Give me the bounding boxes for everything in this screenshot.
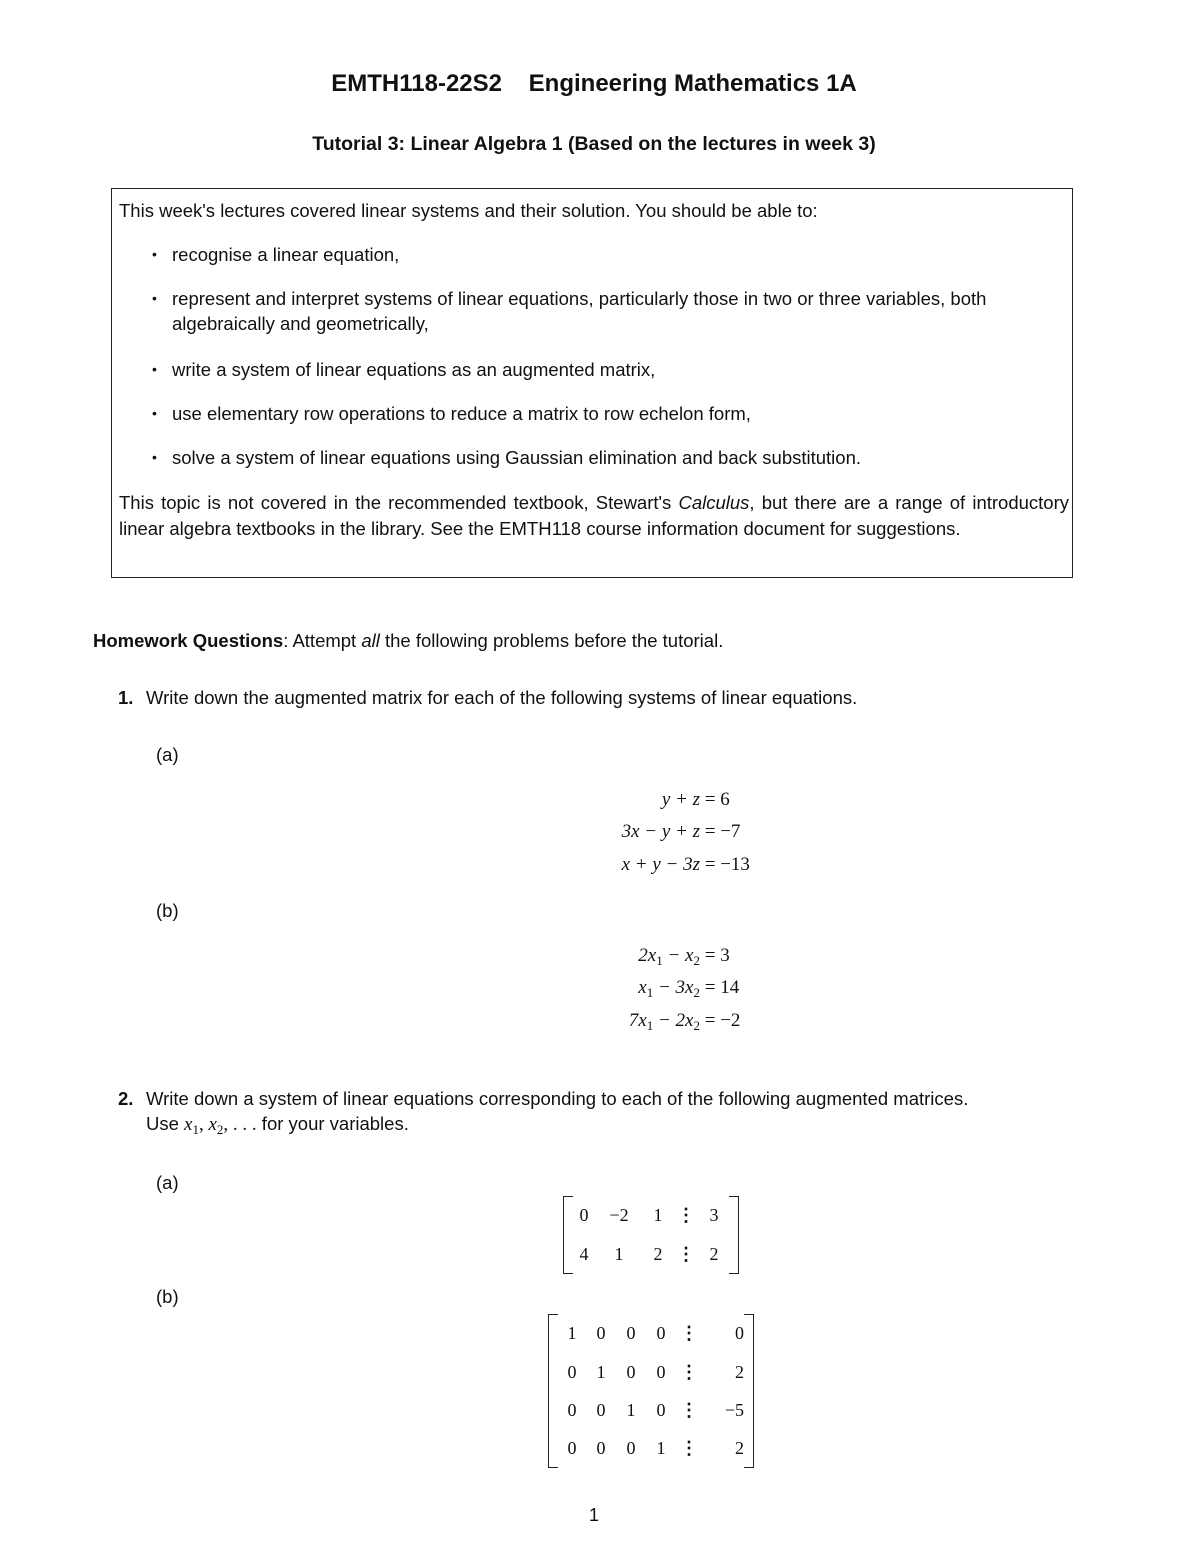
equation-row <box>400 854 750 876</box>
question-1-number <box>118 685 133 711</box>
objectives-intro: This week's lectures covered linear systems and their solution. You should be able to: <box>119 200 818 221</box>
matrix-cell: 2 <box>653 1243 663 1264</box>
term: x <box>638 977 647 998</box>
bracket-left <box>549 1353 559 1391</box>
term: − 2x <box>653 1010 694 1031</box>
matrix-cell: 2 <box>735 1437 744 1458</box>
subscript: 1 <box>656 953 663 968</box>
equation-rhs: 6 <box>720 789 730 810</box>
equation-rhs: −13 <box>720 854 750 875</box>
bullet-icon: • <box>152 290 157 306</box>
matrix-cell: 0 <box>596 1437 606 1458</box>
equation-lhs <box>400 945 700 969</box>
equals-sign: = <box>704 854 721 875</box>
bracket-right <box>729 1235 739 1274</box>
ellipsis: , . . . <box>223 1114 257 1135</box>
bracket-left <box>549 1315 559 1354</box>
matrix-cell: 0 <box>626 1361 636 1382</box>
equation-lhs <box>400 977 700 1001</box>
bracket-right <box>744 1315 754 1354</box>
term: − x <box>662 945 694 966</box>
matrix-cell: −5 <box>724 1399 744 1420</box>
homework-label: Homework Questions <box>93 630 284 651</box>
homework-colon: : <box>283 630 289 651</box>
equation-lhs <box>400 1010 700 1034</box>
equation-lhs: y + z <box>661 789 700 810</box>
bullet-icon: • <box>152 246 157 262</box>
variable: x <box>208 1114 217 1135</box>
bracket-right <box>744 1391 754 1429</box>
augment-divider: ⋮ <box>680 1437 698 1458</box>
equals-sign: = <box>704 821 721 842</box>
matrix-cell: 0 <box>656 1361 666 1382</box>
separator: , <box>198 1114 209 1135</box>
equation-row <box>400 977 739 1001</box>
note-text: This topic is not covered in the recommended textbook, Stewart's <box>119 492 679 513</box>
term: − 3x <box>653 977 694 998</box>
matrix-cell: −2 <box>609 1205 629 1226</box>
bracket-left <box>564 1197 574 1236</box>
page-number: 1 <box>588 1505 599 1525</box>
question-1-text: Write down the augmented matrix for each of the following systems of linear equations. <box>146 687 858 708</box>
question-2-text: Write down a system of linear equations corresponding to each of the following augmented matrices. <box>146 1088 969 1109</box>
augmented-matrix-b <box>548 1314 754 1468</box>
question-number: 2. <box>118 1088 134 1109</box>
variable: x <box>184 1114 193 1135</box>
course-code: EMTH118-22S2 <box>331 70 502 97</box>
matrix-cell: 0 <box>656 1399 666 1420</box>
bracket-left <box>564 1235 574 1274</box>
part-a-label: (a) <box>156 1172 179 1193</box>
equation-rhs: −7 <box>720 821 741 842</box>
part-a-label: (a) <box>156 744 179 765</box>
matrix-cell: 0 <box>567 1399 577 1420</box>
equation-rhs: 3 <box>720 945 730 966</box>
q2-text: Use <box>146 1113 185 1134</box>
term: 2x <box>638 945 657 966</box>
equation-lhs: 3x − y + z <box>621 821 700 842</box>
matrix-cell: 0 <box>735 1323 744 1344</box>
homework-text: Attempt <box>288 630 362 651</box>
subscript: 2 <box>216 1122 224 1137</box>
note-text: , but there are a range of introductory linear algebra textbooks in the library. See the EMTH118 course information document for suggestions. <box>119 492 1069 539</box>
augment-divider: ⋮ <box>680 1399 698 1420</box>
part-b-label: (b) <box>156 1286 179 1307</box>
tutorial-subtitle: Tutorial 3: Linear Algebra 1 (Based on the lectures in week 3) <box>312 133 876 155</box>
augmented-matrix-a <box>563 1196 739 1274</box>
course-name: Engineering Mathematics 1A <box>528 70 857 97</box>
bracket-left <box>549 1429 559 1468</box>
equation-row <box>400 1010 740 1034</box>
bullet-icon: • <box>152 361 157 377</box>
objective-item: use elementary row operations to reduce a matrix to row echelon form, <box>172 403 751 424</box>
objective-item: write a system of linear equations as an augmented matrix, <box>172 359 656 380</box>
bracket-right <box>744 1429 754 1468</box>
matrix-cell: 2 <box>709 1243 719 1264</box>
subscript: 1 <box>646 1018 654 1033</box>
matrix-cell: 1 <box>614 1243 624 1264</box>
matrix-cell: 0 <box>596 1399 606 1420</box>
homework-heading <box>93 628 723 654</box>
matrix-cell: 0 <box>567 1361 577 1382</box>
textbook-note <box>119 490 1069 542</box>
question-2-text-line2 <box>146 1111 409 1143</box>
bullet-icon: • <box>152 405 157 421</box>
matrix-cell: 0 <box>656 1323 666 1344</box>
equals-sign: = <box>704 789 721 810</box>
textbook-title: Calculus <box>678 492 750 513</box>
matrix-cell: 1 <box>653 1205 663 1226</box>
matrix-cell: 1 <box>567 1323 577 1344</box>
objective-item: recognise a linear equation, <box>172 244 400 265</box>
equation-row <box>400 821 740 843</box>
question-2-number <box>118 1086 133 1112</box>
bracket-left <box>549 1391 559 1429</box>
matrix-cell: 2 <box>735 1361 744 1382</box>
equation-rhs: −2 <box>720 1010 741 1031</box>
equals-sign: = <box>704 1010 721 1031</box>
subscript: 2 <box>693 953 700 968</box>
question-number: 1. <box>118 687 134 708</box>
augment-divider: ⋮ <box>677 1205 695 1226</box>
equals-sign: = <box>704 977 721 998</box>
matrix-cell: 0 <box>567 1437 577 1458</box>
matrix-cell: 4 <box>579 1243 589 1264</box>
matrix-cell: 3 <box>709 1205 719 1226</box>
bracket-right <box>729 1197 739 1236</box>
matrix-cell: 1 <box>596 1361 606 1382</box>
matrix-cell: 0 <box>626 1437 636 1458</box>
matrix-cell: 0 <box>579 1205 589 1226</box>
equals-sign: = <box>704 945 721 966</box>
equation-lhs: x + y − 3z <box>621 854 700 875</box>
objective-item: represent and interpret systems of linear equations, particularly those in two or three variables, both algebraically and geometrically, <box>172 288 987 334</box>
q2-text: for your variables. <box>256 1113 409 1134</box>
equation-row <box>400 945 730 969</box>
bullet-icon: • <box>152 449 157 465</box>
matrix-cell: 0 <box>596 1323 606 1344</box>
augment-divider: ⋮ <box>680 1361 698 1382</box>
bracket-right <box>744 1353 754 1391</box>
subscript: 2 <box>693 1018 700 1033</box>
equation-rhs: 14 <box>720 977 740 998</box>
augment-divider: ⋮ <box>677 1243 695 1264</box>
homework-emphasis: all <box>361 630 380 651</box>
subscript: 2 <box>693 985 700 1000</box>
matrix-cell: 0 <box>626 1323 636 1344</box>
page-title <box>0 70 1188 98</box>
equation-row <box>400 789 730 811</box>
homework-text: the following problems before the tutorial. <box>379 630 724 651</box>
matrix-cell: 1 <box>656 1437 666 1458</box>
term: 7x <box>628 1010 647 1031</box>
augment-divider: ⋮ <box>680 1323 698 1344</box>
subscript: 1 <box>192 1122 199 1137</box>
objective-item: solve a system of linear equations using Gaussian elimination and back substitution. <box>172 447 861 468</box>
subscript: 1 <box>646 985 654 1000</box>
part-b-label: (b) <box>156 900 179 921</box>
matrix-cell: 1 <box>626 1399 636 1420</box>
